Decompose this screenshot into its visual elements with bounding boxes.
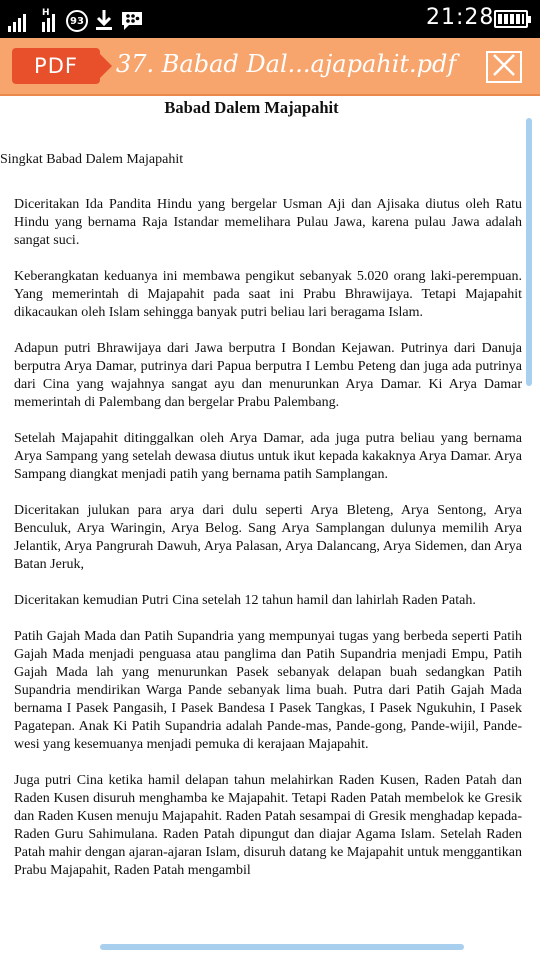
paragraph: Setelah Majapahit ditinggalkan oleh Arya Damar, ada juga putra beliau yang bernama Arya Sampang yang setelah dewasa diutus untuk ikut kepada kakaknya Arya Damar. Arya Sampang diangkat menjadi patih yang bernama patih Samplangan. — [14, 431, 522, 482]
paragraph: Keberangkatan keduanya ini membawa pengikut sebanyak 5.020 orang laki-perempuan. Yang memerintah di Majapahit pada saat ini Prabu Bhrawijaya. Tetapi Majapahit dikacaukan oleh Islam sehingga banyak putri beliau lari beragama Islam. — [14, 269, 522, 320]
paragraph: Juga putri Cina ketika hamil delapan tahun melahirkan Raden Kusen, Raden Patah dan Raden Kusen disuruh menghamba ke Majapahit. Tetapi Raden Patah membelok ke Gresik dan Raden Kusen menuju Majapahit. Raden Patah sesampai di Gresik menghadap kepada-Raden Guru Sahimulana. Raden Patah dipungut dan diajar Agama Islam. Setelah Raden Patah mahir dengan ajaran-ajaran Islam, disuruh datang ke Majapahit untuk menggantikan Prabu Majapahit, Raden Patah mengambil — [14, 773, 522, 878]
close-button[interactable] — [486, 51, 522, 83]
signal-strength-2-icon — [42, 8, 60, 32]
status-icons — [8, 6, 144, 32]
horizontal-scrollbar[interactable] — [100, 944, 464, 950]
paragraph: Diceritakan Ida Pandita Hindu yang bergelar Usman Aji dan Ajisaka diutus oleh Ratu Hindu yang bernama Raja Istandar memelihara Pulau Jawa, karena pulau Jawa adalah sangat suci. — [14, 197, 522, 248]
paragraph: Adapun putri Bhrawijaya dari Jawa berputra I Bondan Kejawan. Putrinya dari Danuja berputra Arya Damar, putrinya dari Papua berputra I Lembu Peteng dan juga ada putrinya dari Cina yang wajahnya sangat ayu dan menurunkan Arya Damar. Ki Arya Damar memerintah di Palembang dan bergelar Prabu Palembang. — [14, 341, 522, 410]
paragraph: Diceritakan julukan para arya dari dulu seperti Arya Bleteng, Arya Sentong, Arya Benculuk, Arya Waringin, Arya Belog. Sang Arya Samplangan dulunya memilih Arya Jelantik, Arya Pangrurah Dawuh, Arya Palasan, Arya Dalancang, Arya Sidemen, dan Arya Batan Jeruk, — [14, 503, 522, 572]
vertical-scrollbar[interactable] — [526, 118, 532, 386]
download-icon — [94, 8, 114, 32]
bbm-icon — [120, 10, 144, 32]
paragraph: Patih Gajah Mada dan Patih Supandria yang mempunyai tugas yang berbeda seperti Patih Gajah Mada menjadi penguasa atau panglima dan Patih Supandria menjadi Empu, Patih Gajah Mada lah yang menurunkan Pasek sebanyak delapan buah sedangkan Patih Supandria mendirikan Warga Pande sebanyak lima buah. Putra dari Patih Gajah Mada bernama I Pasek Pangasih, I Pasek Bandesa I Pasek Tangkas, I Pasek Ngukuhin, I Pasek Pagatepan. Anak Ki Patih Supandria adalah Pande-mas, Pande-gong, Pande-wijil, Pande-wesi yang kesemuanya menjadi pemuka di kerajaan Majapahit. — [14, 629, 522, 752]
clock: 21:28 — [426, 5, 495, 30]
paragraph: Diceritakan kemudian Putri Cina setelah 12 tahun hamil dan lahirlah Raden Patah. — [14, 593, 476, 608]
document-subheading: Singkat Babad Dalem Majapahit — [0, 152, 184, 167]
notification-count-badge: 93 — [66, 10, 88, 32]
document-heading: Babad Dalem Majapahit — [164, 98, 339, 117]
network-type-2-label: H — [42, 8, 50, 18]
viewer-title-bar — [0, 38, 540, 96]
document-body — [14, 196, 522, 898]
signal-strength-icon — [8, 12, 26, 32]
close-icon — [491, 52, 517, 82]
pdf-file-type-tag: PDF — [12, 48, 100, 84]
battery-icon — [494, 10, 528, 28]
pdf-page-view[interactable] — [0, 96, 540, 960]
status-bar — [0, 0, 540, 38]
document-title: 37. Babad Dal...ajapahit.pdf — [116, 50, 457, 78]
